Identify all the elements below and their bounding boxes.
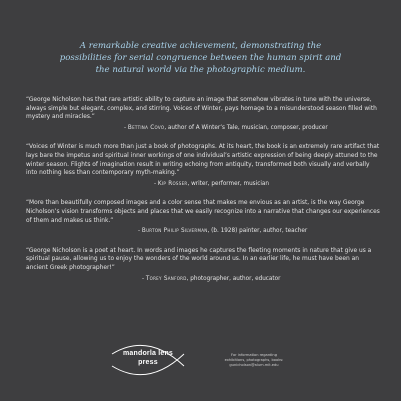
attribution-role: , writer, performer, musician [187, 180, 270, 187]
quote-attribution: - Torey Sanford, photographer, author, educator [142, 275, 281, 282]
quotes-section [26, 96, 380, 294]
tagline-line-2: possibilities for serial congruence between the human spirit and [59, 53, 342, 63]
attribution-role: , (b. 1928) painter, author, teacher [207, 228, 308, 235]
quote-attribution: - Burton Philip Silverman, (b. 1928) painter, author, teacher [138, 228, 308, 235]
contact-line-1: For information regarding [231, 353, 277, 357]
quote-text: “Voices of Winter is much more than just a book of photographs. At its heart, the book is an extremely rare artifact that lays bare the impetus and spiritual inner workings of one individual’s artistic expression of being deeply attuned to the winter season. Flights of imagination result in writing echoing from antiquity, transformed both visually and verbally into nothing less than contemporary myth-making.” [26, 144, 380, 177]
attribution-name: Burton Philip Silverman [141, 228, 208, 235]
attribution-role: , photographer, author, educator [186, 275, 281, 282]
attribution-name: Torey Sanford [145, 275, 187, 282]
publisher-name-2: press [138, 359, 158, 366]
quote-rosser [26, 143, 380, 188]
tagline [20, 40, 381, 76]
attribution-name: Bettina Covo [127, 124, 165, 131]
quote-text: “More than beautifully composed images and a color sense that makes me envious as an artist, is the way George Nicholson’s vision transforms objects and places that we easily recognize into a narrative that changes our experiences of them and makes us think.” [26, 200, 380, 224]
quote-attribution: - Kip Rosser, writer, performer, musician [154, 180, 270, 187]
attribution-name: Kip Rosser [157, 180, 188, 187]
contact-email: gunicholson@alum.mit.edu [229, 362, 279, 367]
tagline-line-1: A remarkable creative achievement, demonstrating the [79, 41, 322, 51]
quote-sanford [26, 247, 380, 283]
contact-line-2: exhibitions, photographs, books: [224, 357, 284, 362]
quote-silverman [26, 199, 380, 235]
quote-covo [26, 96, 380, 132]
publisher-logo [110, 340, 186, 380]
quote-text: “George Nicholson is a poet at heart. In words and images he captures the fleeting moments in nature that give us a spiritual pause, allowing us to enjoy the wonders of the world around us. In an earlier life, he must have been an ancient Greek photographer!” [26, 247, 372, 271]
attribution-role: , author of A Winter’s Tale, musician, composer, producer [164, 124, 328, 131]
contact-info [214, 353, 294, 367]
tagline-line-3: the natural world via the photographic medium. [95, 65, 306, 75]
quote-text: “George Nicholson has that rare artistic ability to capture an image that somehow vibrates in tune with the universe, always simple but elegant, complex, and stirring. Voices of Winter, pays homage to a misunderstood season filled with mystery and miracles.” [26, 97, 377, 121]
quote-attribution: - Bettina Covo, author of A Winter’s Tale, musician, composer, producer [124, 124, 328, 131]
publisher-name: mandorla lens [122, 350, 174, 357]
